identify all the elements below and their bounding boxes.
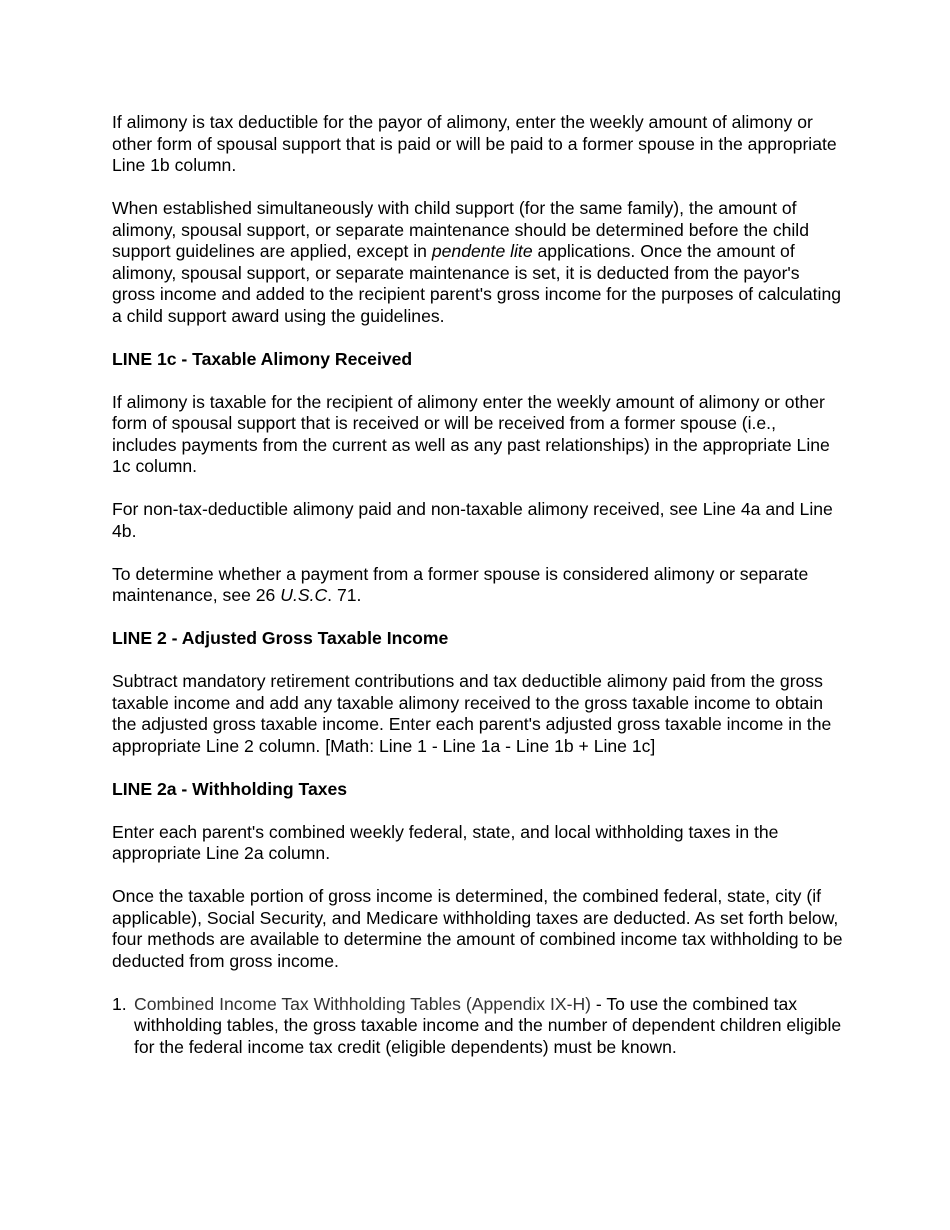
heading-line-2: LINE 2 - Adjusted Gross Taxable Income: [112, 628, 449, 648]
heading-line-2a: LINE 2a - Withholding Taxes: [112, 778, 348, 799]
paragraph-usc-reference: [112, 564, 844, 607]
italic-term-usc: U.S.C: [280, 585, 328, 605]
document-page: [112, 112, 844, 1058]
paragraph-taxable-alimony: If alimony is taxable for the recipient of alimony enter the weekly amount of alimony or other form of spousal support that is received or will be received from a former spouse (i.e., includes payments from the current as well as any past relationships) in the appropriate Line 1c column.: [112, 391, 830, 476]
paragraph-text: To determine whether a payment from a former spouse is considered alimony or separate maintenance, see 26: [112, 563, 809, 605]
list-item-text: - To use the combined tax withholding tables, the gross taxable income and the number of dependent children eligible for the federal income tax credit (eligible dependents) must be known.: [134, 993, 842, 1057]
list-item-number: 1.: [112, 993, 127, 1014]
heading-line-1c: LINE 1c - Taxable Alimony Received: [112, 348, 413, 369]
paragraph-simultaneous-support: [112, 198, 844, 327]
paragraph-text: When established simultaneously with child support (for the same family), the amount of alimony, spousal support, or separate maintenance should be determined before the child support guidelines are applied, except in: [112, 198, 810, 261]
withholding-tables-link[interactable]: Combined Income Tax Withholding Tables (Appendix IX-H): [134, 993, 592, 1014]
paragraph-alimony-deductible: If alimony is tax deductible for the payor of alimony, enter the weekly amount of alimony or other form of spousal support that is paid or will be paid to a former spouse in the appropriate Line 1b column.: [112, 112, 837, 175]
paragraph-withholding-entry: Enter each parent's combined weekly federal, state, and local withholding taxes in the appropriate Line 2a column.: [112, 821, 779, 863]
paragraph-non-tax-deductible: For non-tax-deductible alimony paid and non-taxable alimony received, see Line 4a and Line 4b.: [112, 499, 833, 541]
paragraph-text: . 71.: [327, 585, 362, 605]
paragraph-withholding-methods: Once the taxable portion of gross income is determined, the combined federal, state, city (if applicable), Social Security, and Medicare withholding taxes are deducted. As set forth below, four methods are available to determine the amount of combined income tax withholding to be deducted from gross income.: [112, 886, 843, 971]
list-item: [112, 994, 844, 1059]
paragraph-text: applications. Once the amount of alimony, spousal support, or separate maintenance is set, it is deducted from the payor's gross income and added to the recipient parent's gross income for the purposes of calculating a child support award using the guidelines.: [112, 241, 842, 326]
italic-term-pendente-lite: pendente lite: [431, 241, 533, 261]
paragraph-adjusted-gross: Subtract mandatory retirement contributions and tax deductible alimony paid from the gross taxable income and add any taxable alimony received to the gross taxable income to obtain the adjusted gross taxable income. Enter each parent's adjusted gross taxable income in the appropriate Line 2 column. [Math: Line 1 - Line 1a - Line 1b + Line 1c]: [112, 671, 832, 756]
